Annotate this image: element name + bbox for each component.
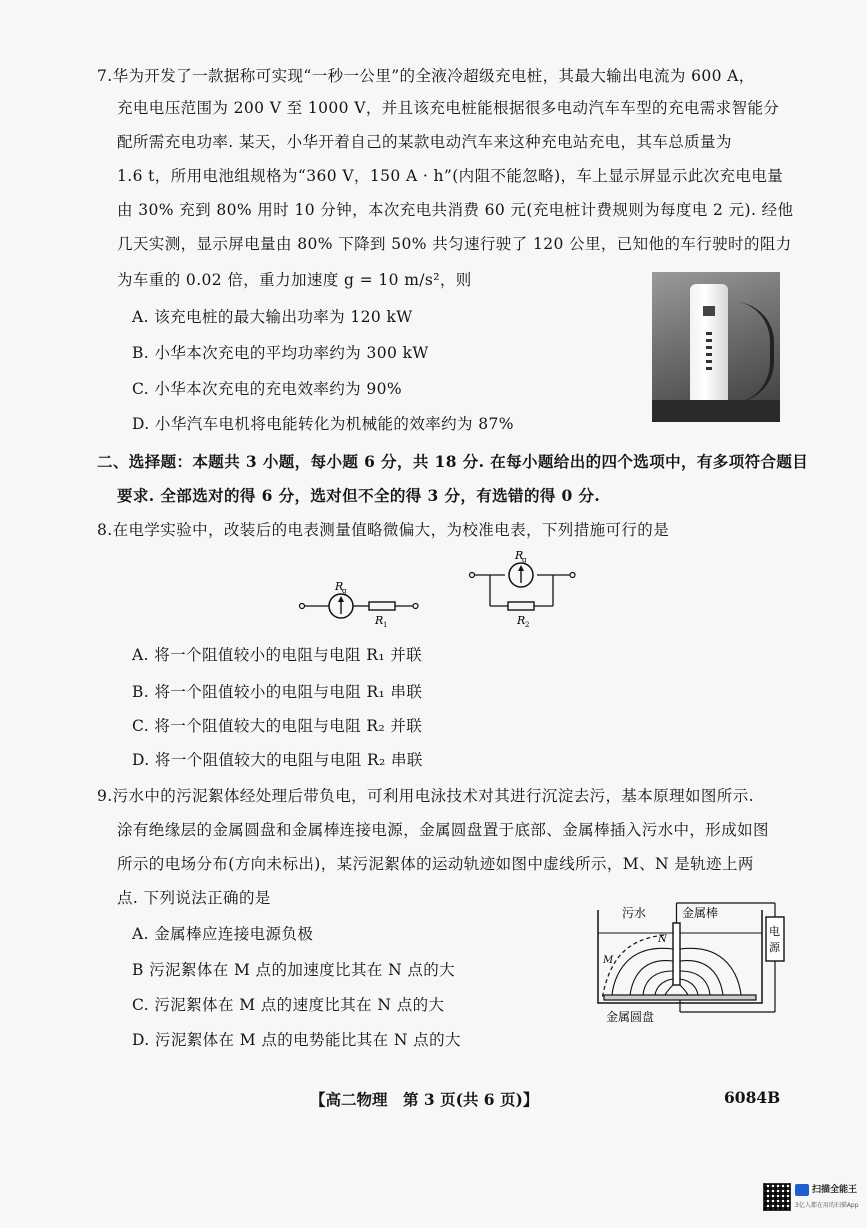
q7-option-b: B. 小华本次充电的平均功率约为 300 kW <box>132 344 429 362</box>
q9-line-2: 涂有绝缘层的金属圆盘和金属棒连接电源，金属圆盘置于底部、金属棒插入污水中，形成如图 <box>117 821 769 839</box>
q9-option-c: C. 污泥絮体在 M 点的速度比其在 N 点的大 <box>132 996 445 1014</box>
q9-electrophoresis-figure <box>590 895 790 1025</box>
q8-option-d: D. 将一个阻值较大的电阻与电阻 R₂ 串联 <box>132 751 423 769</box>
series-circuit <box>300 580 419 628</box>
metal-disk <box>604 995 756 1000</box>
rg-sub-left: g <box>342 587 347 595</box>
water-label: 污水 <box>622 906 647 920</box>
r2-sub: 2 <box>525 621 530 628</box>
q7-line-4: 1.6 t，所用电池组规格为“360 V，150 A · h”(内阻不能忽略)，车上显示屏显示此次充电电量 <box>117 167 784 185</box>
rod-label: 金属棒 <box>682 906 719 920</box>
q9-line-1: 9.污水中的污泥絮体经处理后带负电，可利用电泳技术对其进行沉淀去污，基本原理如图所示. <box>97 787 754 805</box>
disk-label: 金属圆盘 <box>606 1010 655 1024</box>
floc-trajectory <box>602 935 664 999</box>
q9-option-b: B 污泥絮体在 M 点的加速度比其在 N 点的大 <box>132 961 456 979</box>
r1-label: R <box>375 614 384 627</box>
q7-option-c: C. 小华本次充电的充电效率约为 90% <box>132 380 403 398</box>
q8-line-1: 8.在电学实验中，改装后的电表测量值略微偏大，为校准电表，下列措施可行的是 <box>97 521 670 539</box>
q8-option-b: B. 将一个阻值较小的电阻与电阻 R₁ 串联 <box>132 683 423 701</box>
charging-pile-photo <box>652 272 780 422</box>
r1-sub: 1 <box>383 621 388 628</box>
q7-line-3: 配所需充电功率. 某天，小华开着自己的某款电动汽车来这种充电站充电，其车总质量为 <box>117 133 732 151</box>
q7-line-7: 为车重的 0.02 倍，重力加速度 g = 10 m/s²，则 <box>117 271 472 289</box>
scanner-brand: 扫描全能王 <box>812 1185 858 1195</box>
q9-option-a: A. 金属棒应连接电源负极 <box>132 925 314 943</box>
section2-line-1: 二、选择题：本题共 3 小题，每小题 6 分，共 18 分. 在每小题给出的四个选项中，有多项符合题目 <box>97 452 809 471</box>
q9-option-d: D. 污泥絮体在 M 点的电势能比其在 N 点的大 <box>132 1031 461 1049</box>
photo-ground <box>652 400 780 422</box>
charging-pile-illustration <box>690 284 728 412</box>
power-source <box>766 917 784 961</box>
page-footer: 【高二物理 第 3 页(共 6 页)】 <box>310 1090 539 1109</box>
q7-line-2: 充电电压范围为 200 V 至 1000 V，并且该充电桩能根据很多电动汽车车型的充电需求智能分 <box>117 99 780 117</box>
q9-line-3: 所示的电场分布(方向未标出)，某污泥絮体的运动轨迹如图中虚线所示，M、N 是轨迹上两 <box>117 855 754 873</box>
rg-label-left: R <box>335 580 344 593</box>
q8-circuit-figure <box>295 548 595 628</box>
resistor-r1 <box>369 602 395 610</box>
q7-option-a: A. 该充电桩的最大输出功率为 120 kW <box>132 308 413 326</box>
q8-option-c: C. 将一个阻值较大的电阻与电阻 R₂ 并联 <box>132 717 423 735</box>
n-point-label: N <box>658 934 667 945</box>
q7-option-d: D. 小华汽车电机将电能转化为机械能的效率约为 87% <box>132 415 514 433</box>
rg-label-right: R <box>515 549 524 562</box>
camscanner-logo-icon <box>795 1184 809 1196</box>
q7-line-1: 7.华为开发了一款据称可实现“一秒一公里”的全液冷超级充电桩，其最大输出电流为 600 A， <box>97 67 755 85</box>
resistor-r2 <box>508 602 534 610</box>
q9-line-4: 点. 下列说法正确的是 <box>117 889 271 907</box>
section2-line-2: 要求. 全部选对的得 6 分，选对但不全的得 3 分，有选错的得 0 分. <box>117 486 601 505</box>
qr-code-icon <box>763 1183 791 1211</box>
m-point-label: M <box>603 955 614 966</box>
metal-rod <box>673 923 680 985</box>
charging-cable-illustration <box>730 302 774 402</box>
r2-label: R <box>517 614 526 627</box>
power-label: 电源 <box>769 925 780 954</box>
exam-code: 6084B <box>724 1088 781 1107</box>
q8-option-a: A. 将一个阻值较小的电阻与电阻 R₁ 并联 <box>132 646 423 664</box>
q7-line-6: 几天实测，显示屏电量由 80% 下降到 50% 共匀速行驶了 120 公里，已知他的车行驶时的阻力 <box>117 235 792 253</box>
scanner-tagline: 3亿人都在用的扫描App <box>795 1202 859 1209</box>
rg-sub-right: g <box>522 556 527 564</box>
parallel-circuit <box>470 549 576 628</box>
q7-line-5: 由 30% 充到 80% 用时 10 分钟，本次充电共消费 60 元(充电桩计费规则为每度电 2 元). 经他 <box>117 201 794 219</box>
